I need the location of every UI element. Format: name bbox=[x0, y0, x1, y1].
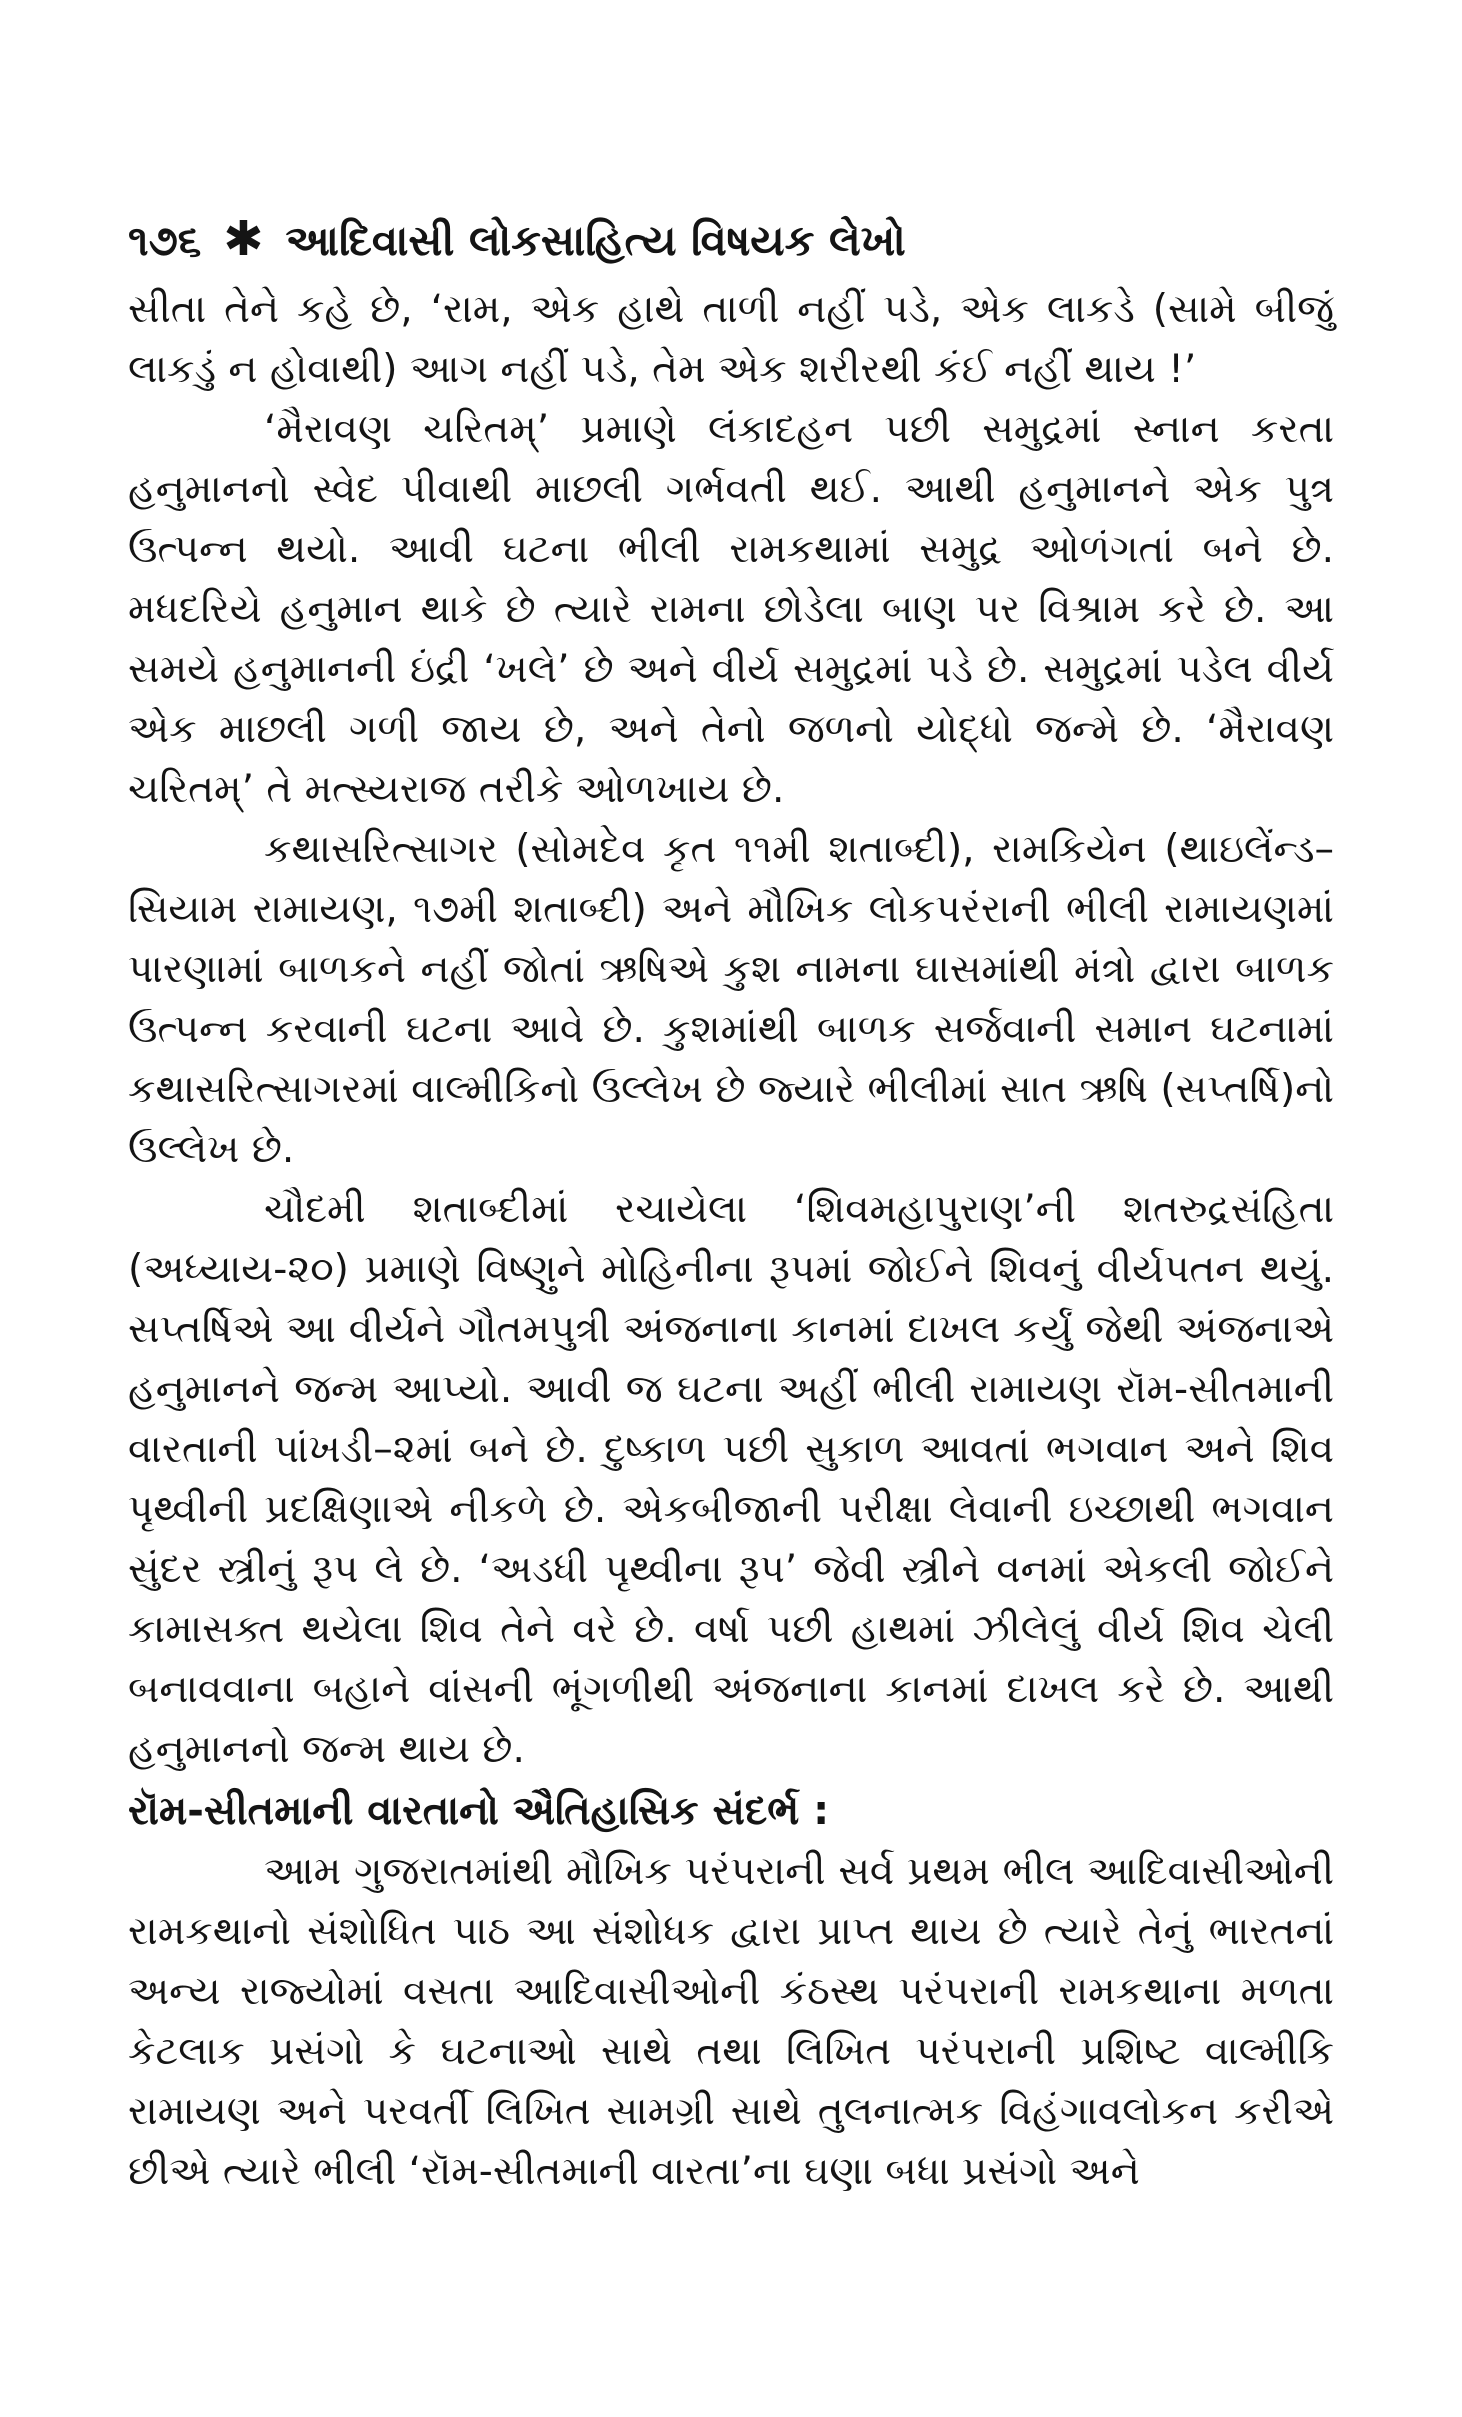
running-header bbox=[128, 204, 1338, 274]
section-heading: રૉમ-સીતમાની વારતાનો ઐતિહાસિક સંદર્ભ : bbox=[128, 1788, 830, 1834]
book-title: આદિવાસી લોકસાહિત્ય વિષયક લેખો bbox=[285, 216, 906, 265]
paragraph-kathasaritsagar: કથાસરિત્સાગર (સોમદેવ કૃત ૧૧મી શતાબ્દી), રામકિયેન (થાઇલેંન્ડ–સિયામ રામાયણ, ૧૭મી શતાબ્દી) અને મૌખિક લોકપરંરાની ભીલી રામાયણમાં પારણામાં બાળકને નહીં જોતાં ઋષિએ કુશ નામના ઘાસમાંથી મંત્રો દ્વારા બાળક ઉત્પન્ન કરવાની ઘટના આવે છે. કુશમાંથી બાળક સર્જવાની સમાન ઘટનામાં કથાસરિત્સાગરમાં વાલ્મીકિનો ઉલ્લેખ છે જ્યારે ભીલીમાં સાત ઋષિ (સપ્તર્ષિ)નો ઉલ્લેખ છે. bbox=[128, 827, 1334, 1172]
page-body bbox=[128, 280, 1334, 2202]
asterisk-separator-icon: ✱ bbox=[223, 211, 264, 267]
paragraph-shivmahapuran: ચૌદમી શતાબ્દીમાં રચાયેલા ‘શિવમહાપુરાણ’ની શતરુદ્રસંહિતા (અધ્યાય-૨૦) પ્રમાણે વિષ્ણુને મોહિનીના રૂપમાં જોઈને શિવનું વીર્યપતન થયું. સપ્તર્ષિએ આ વીર્યને ગૌતમપુત્રી અંજનાના કાનમાં દાખલ કર્યું જેથી અંજનાએ હનુમાનને જન્મ આપ્યો. આવી જ ઘટના અહીં ભીલી રામાયણ રૉમ-સીતમાની વારતાની પાંખડી–૨માં બને છે. દુષ્કાળ પછી સુકાળ આવતાં ભગવાન અને શિવ પૃથ્વીની પ્રદક્ષિણાએ નીકળે છે. એકબીજાની પરીક્ષા લેવાની ઇચ્છાથી ભગવાન સુંદર સ્ત્રીનું રૂપ લે છે. ‘અડધી પૃથ્વીના રૂપ’ જેવી સ્ત્રીને વનમાં એકલી જોઈને કામાસક્ત થયેલા શિવ તેને વરે છે. વર્ષા પછી હાથમાં ઝીલેલું વીર્ય શિવ ચેલી બનાવવાના બહાને વાંસની ભૂંગળીથી અંજનાના કાનમાં દાખલ કરે છે. આથી હનુમાનનો જન્મ થાય છે. bbox=[128, 1187, 1334, 1772]
paragraph-continuation: સીતા તેને કહે છે, ‘રામ, એક હાથે તાળી નહીં પડે, એક લાકડે (સામે બીજું લાકડું ન હોવાથી) આગ નહીં પડે, તેમ એક શરીરથી કંઈ નહીં થાય !’ bbox=[128, 287, 1334, 392]
paragraph-closing: આમ ગુજરાતમાંથી મૌખિક પરંપરાની સર્વ પ્રથમ ભીલ આદિવાસીઓની રામકથાનો સંશોધિત પાઠ આ સંશોધક દ્વારા પ્રાપ્ત થાય છે ત્યારે તેનું ભારતનાં અન્ય રાજ્યોમાં વસતા આદિવાસીઓની કંઠસ્થ પરંપરાની રામકથાના મળતા કેટલાક પ્રસંગો કે ઘટનાઓ સાથે તથા લિખિત પરંપરાની પ્રશિષ્ટ વાલ્મીકિ રામાયણ અને પરવર્તી લિખિત સામગ્રી સાથે તુલનાત્મક વિહંગાવલોકન કરીએ છીએ ત્યારે ભીલી ‘રૉમ-સીતમાની વારતા’ના ઘણા બધા પ્રસંગો અને bbox=[128, 1849, 1334, 2194]
paragraph-mairavan: ‘મૈરાવણ ચરિતમ્’ પ્રમાણે લંકાદહન પછી સમુદ્રમાં સ્નાન કરતા હનુમાનનો સ્વેદ પીવાથી માછલી ગર્ભવતી થઈ. આથી હનુમાનને એક પુત્ર ઉત્પન્ન થયો. આવી ઘટના ભીલી રામકથામાં સમુદ્ર ઓળંગતાં બને છે. મધદરિયે હનુમાન થાકે છે ત્યારે રામના છોડેલા બાણ પર વિશ્રામ કરે છે. આ સમયે હનુમાનની ઇંદ્રી ‘ખલે’ છે અને વીર્ય સમુદ્રમાં પડે છે. સમુદ્રમાં પડેલ વીર્ય એક માછલી ગળી જાય છે, અને તેનો જળનો યોદ્ધો જન્મે છે. ‘મૈરાવણ ચરિતમ્’ તે મત્સ્યરાજ તરીકે ઓળખાય છે. bbox=[128, 407, 1334, 812]
page-number: ૧૭૬ bbox=[128, 216, 202, 265]
